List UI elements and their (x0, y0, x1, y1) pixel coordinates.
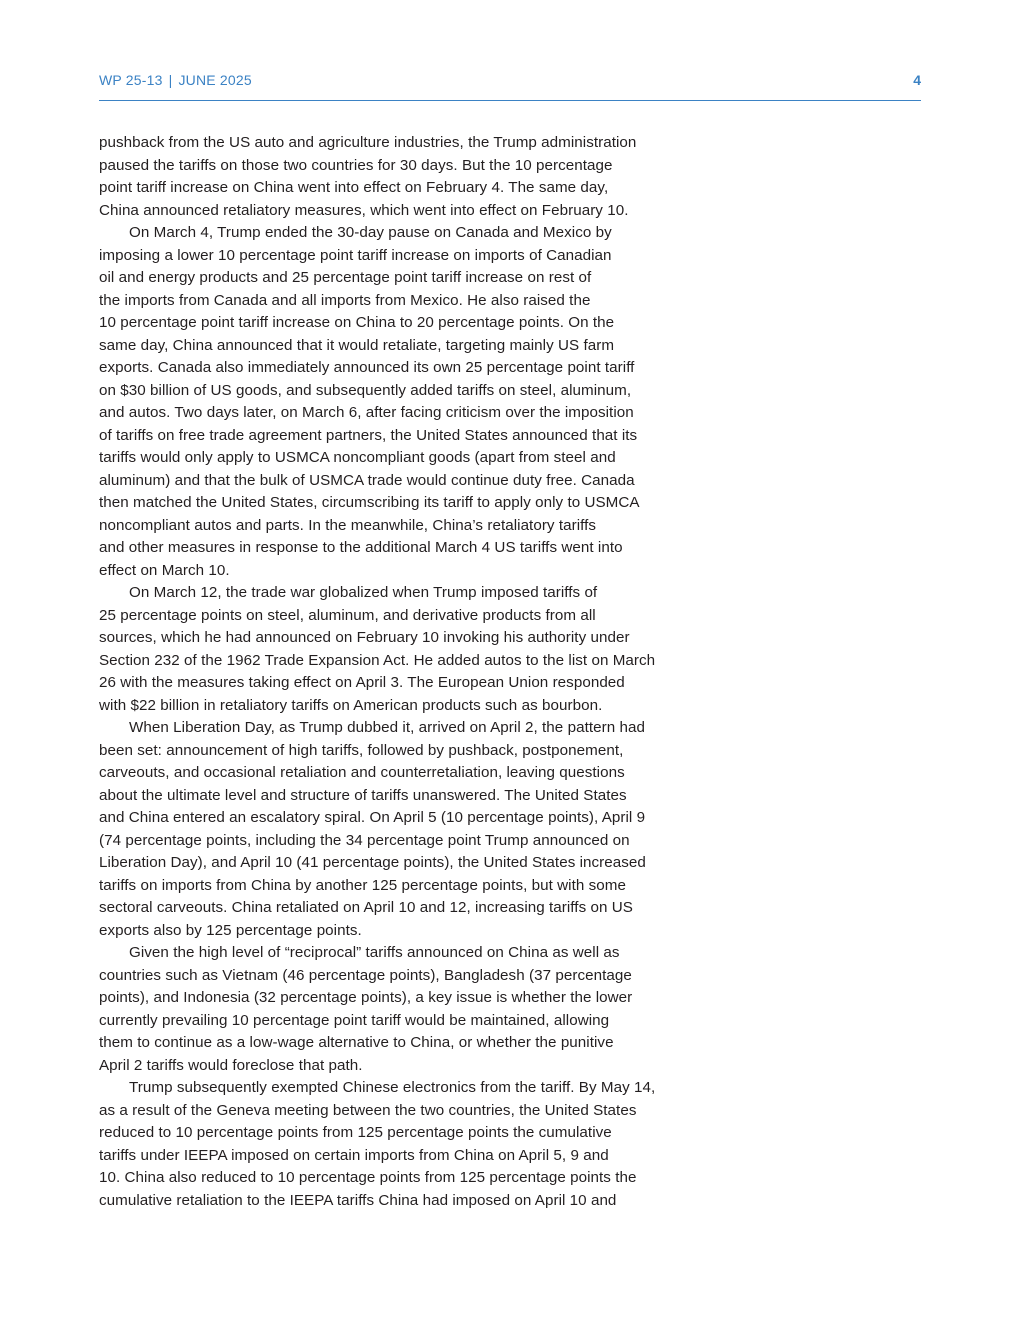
text-line: China announced retaliatory measures, which went into effect on February 10. (99, 201, 629, 219)
text-line: When Liberation Day, as Trump dubbed it, arrived on April 2, the pattern had (129, 719, 645, 736)
text-line: On March 12, the trade war globalized when Trump imposed tariffs of (129, 584, 598, 601)
text-line: tariffs would only apply to USMCA noncompliant goods (apart from steel and (99, 449, 616, 466)
text-line: Liberation Day), and April 10 (41 percentage points), the United States increased (99, 854, 646, 871)
text-line: carveouts, and occasional retaliation and counterretaliation, leaving questions (99, 764, 625, 781)
text-line: with $22 billion in retaliatory tariffs on American products such as bourbon. (99, 696, 603, 714)
text-line: the imports from Canada and all imports from Mexico. He also raised the (99, 291, 591, 309)
text-line: noncompliant autos and parts. In the meanwhile, China’s retaliatory tariffs (99, 516, 597, 534)
header-date: JUNE 2025 (178, 72, 252, 88)
text-line: then matched the United States, circumscribing its tariff to apply only to USMCA (99, 494, 640, 511)
text-line: imposing a lower 10 percentage point tariff increase on imports of Canadian (99, 246, 612, 264)
body-text (99, 132, 755, 1212)
text-line: and China entered an escalatory spiral. On April 5 (10 percentage points), April 9 (99, 809, 646, 826)
page-number: 4 (913, 72, 921, 88)
text-line: same day, China announced that it would retaliate, targeting mainly US farm (99, 336, 615, 354)
text-line: cumulative retaliation to the IEEPA tariffs China had imposed on April 10 and (99, 1191, 617, 1209)
text-line: (74 percentage points, including the 34 percentage point Trump announced on (99, 831, 630, 849)
page-header (99, 70, 921, 101)
text-line: sources, which he had announced on February 10 invoking his authority under (99, 629, 630, 646)
text-line: reduced to 10 percentage points from 125 percentage points the cumulative (99, 1124, 612, 1141)
text-line: sectoral carveouts. China retaliated on April 10 and 12, increasing tariffs on US (99, 899, 633, 916)
text-line: them to continue as a low-wage alternative to China, or whether the punitive (99, 1034, 614, 1051)
text-line: effect on March 10. (99, 561, 230, 579)
text-line: been set: announcement of high tariffs, followed by pushback, postponement, (99, 741, 624, 759)
text-line: about the ultimate level and structure of tariffs unanswered. The United States (99, 786, 627, 804)
text-line: 25 percentage points on steel, aluminum, and derivative products from all (99, 606, 596, 624)
text-line: pushback from the US auto and agriculture industries, the Trump administration (99, 134, 637, 151)
text-line: point tariff increase on China went into effect on February 4. The same day, (99, 179, 609, 196)
header-series: WP 25-13 (99, 72, 163, 88)
text-line: currently prevailing 10 percentage point tariff would be maintained, allowing (99, 1011, 610, 1029)
text-line: of tariffs on free trade agreement partners, the United States announced that its (99, 426, 638, 444)
text-line: April 2 tariffs would foreclose that path. (99, 1056, 363, 1074)
text-line: oil and energy products and 25 percentage point tariff increase on rest of (99, 269, 592, 286)
text-line: Trump subsequently exempted Chinese electronics from the tariff. By May 14, (129, 1079, 656, 1096)
text-line: paused the tariffs on those two countries for 30 days. But the 10 percentage (99, 156, 613, 174)
text-line: countries such as Vietnam (46 percentage points), Bangladesh (37 percentage (99, 966, 632, 984)
text-line: tariffs on imports from China by another 125 percentage points, but with some (99, 876, 626, 894)
header-series-date (99, 72, 252, 88)
text-line: tariffs under IEEPA imposed on certain imports from China on April 5, 9 and (99, 1146, 609, 1164)
text-line: On March 4, Trump ended the 30-day pause on Canada and Mexico by (129, 224, 612, 241)
text-line: points), and Indonesia (32 percentage points), a key issue is whether the lower (99, 989, 633, 1006)
text-line: exports. Canada also immediately announced its own 25 percentage point tariff (99, 359, 635, 376)
text-line: exports also by 125 percentage points. (99, 921, 362, 939)
header-separator: | (168, 72, 173, 88)
text-line: Given the high level of “reciprocal” tariffs announced on China as well as (129, 944, 620, 961)
text-line: 10. China also reduced to 10 percentage points from 125 percentage points the (99, 1169, 637, 1186)
text-line: aluminum) and that the bulk of USMCA trade would continue duty free. Canada (99, 471, 635, 489)
text-line: 10 percentage point tariff increase on China to 20 percentage points. On the (99, 314, 615, 331)
text-line: and other measures in response to the additional March 4 US tariffs went into (99, 539, 623, 556)
text-line: 26 with the measures taking effect on April 3. The European Union responded (99, 674, 625, 691)
text-line: on $30 billion of US goods, and subsequently added tariffs on steel, aluminum, (99, 381, 632, 399)
text-line: and autos. Two days later, on March 6, after facing criticism over the imposition (99, 404, 634, 421)
text-line: Section 232 of the 1962 Trade Expansion Act. He added autos to the list on March (99, 651, 656, 669)
text-line: as a result of the Geneva meeting between the two countries, the United States (99, 1101, 637, 1119)
